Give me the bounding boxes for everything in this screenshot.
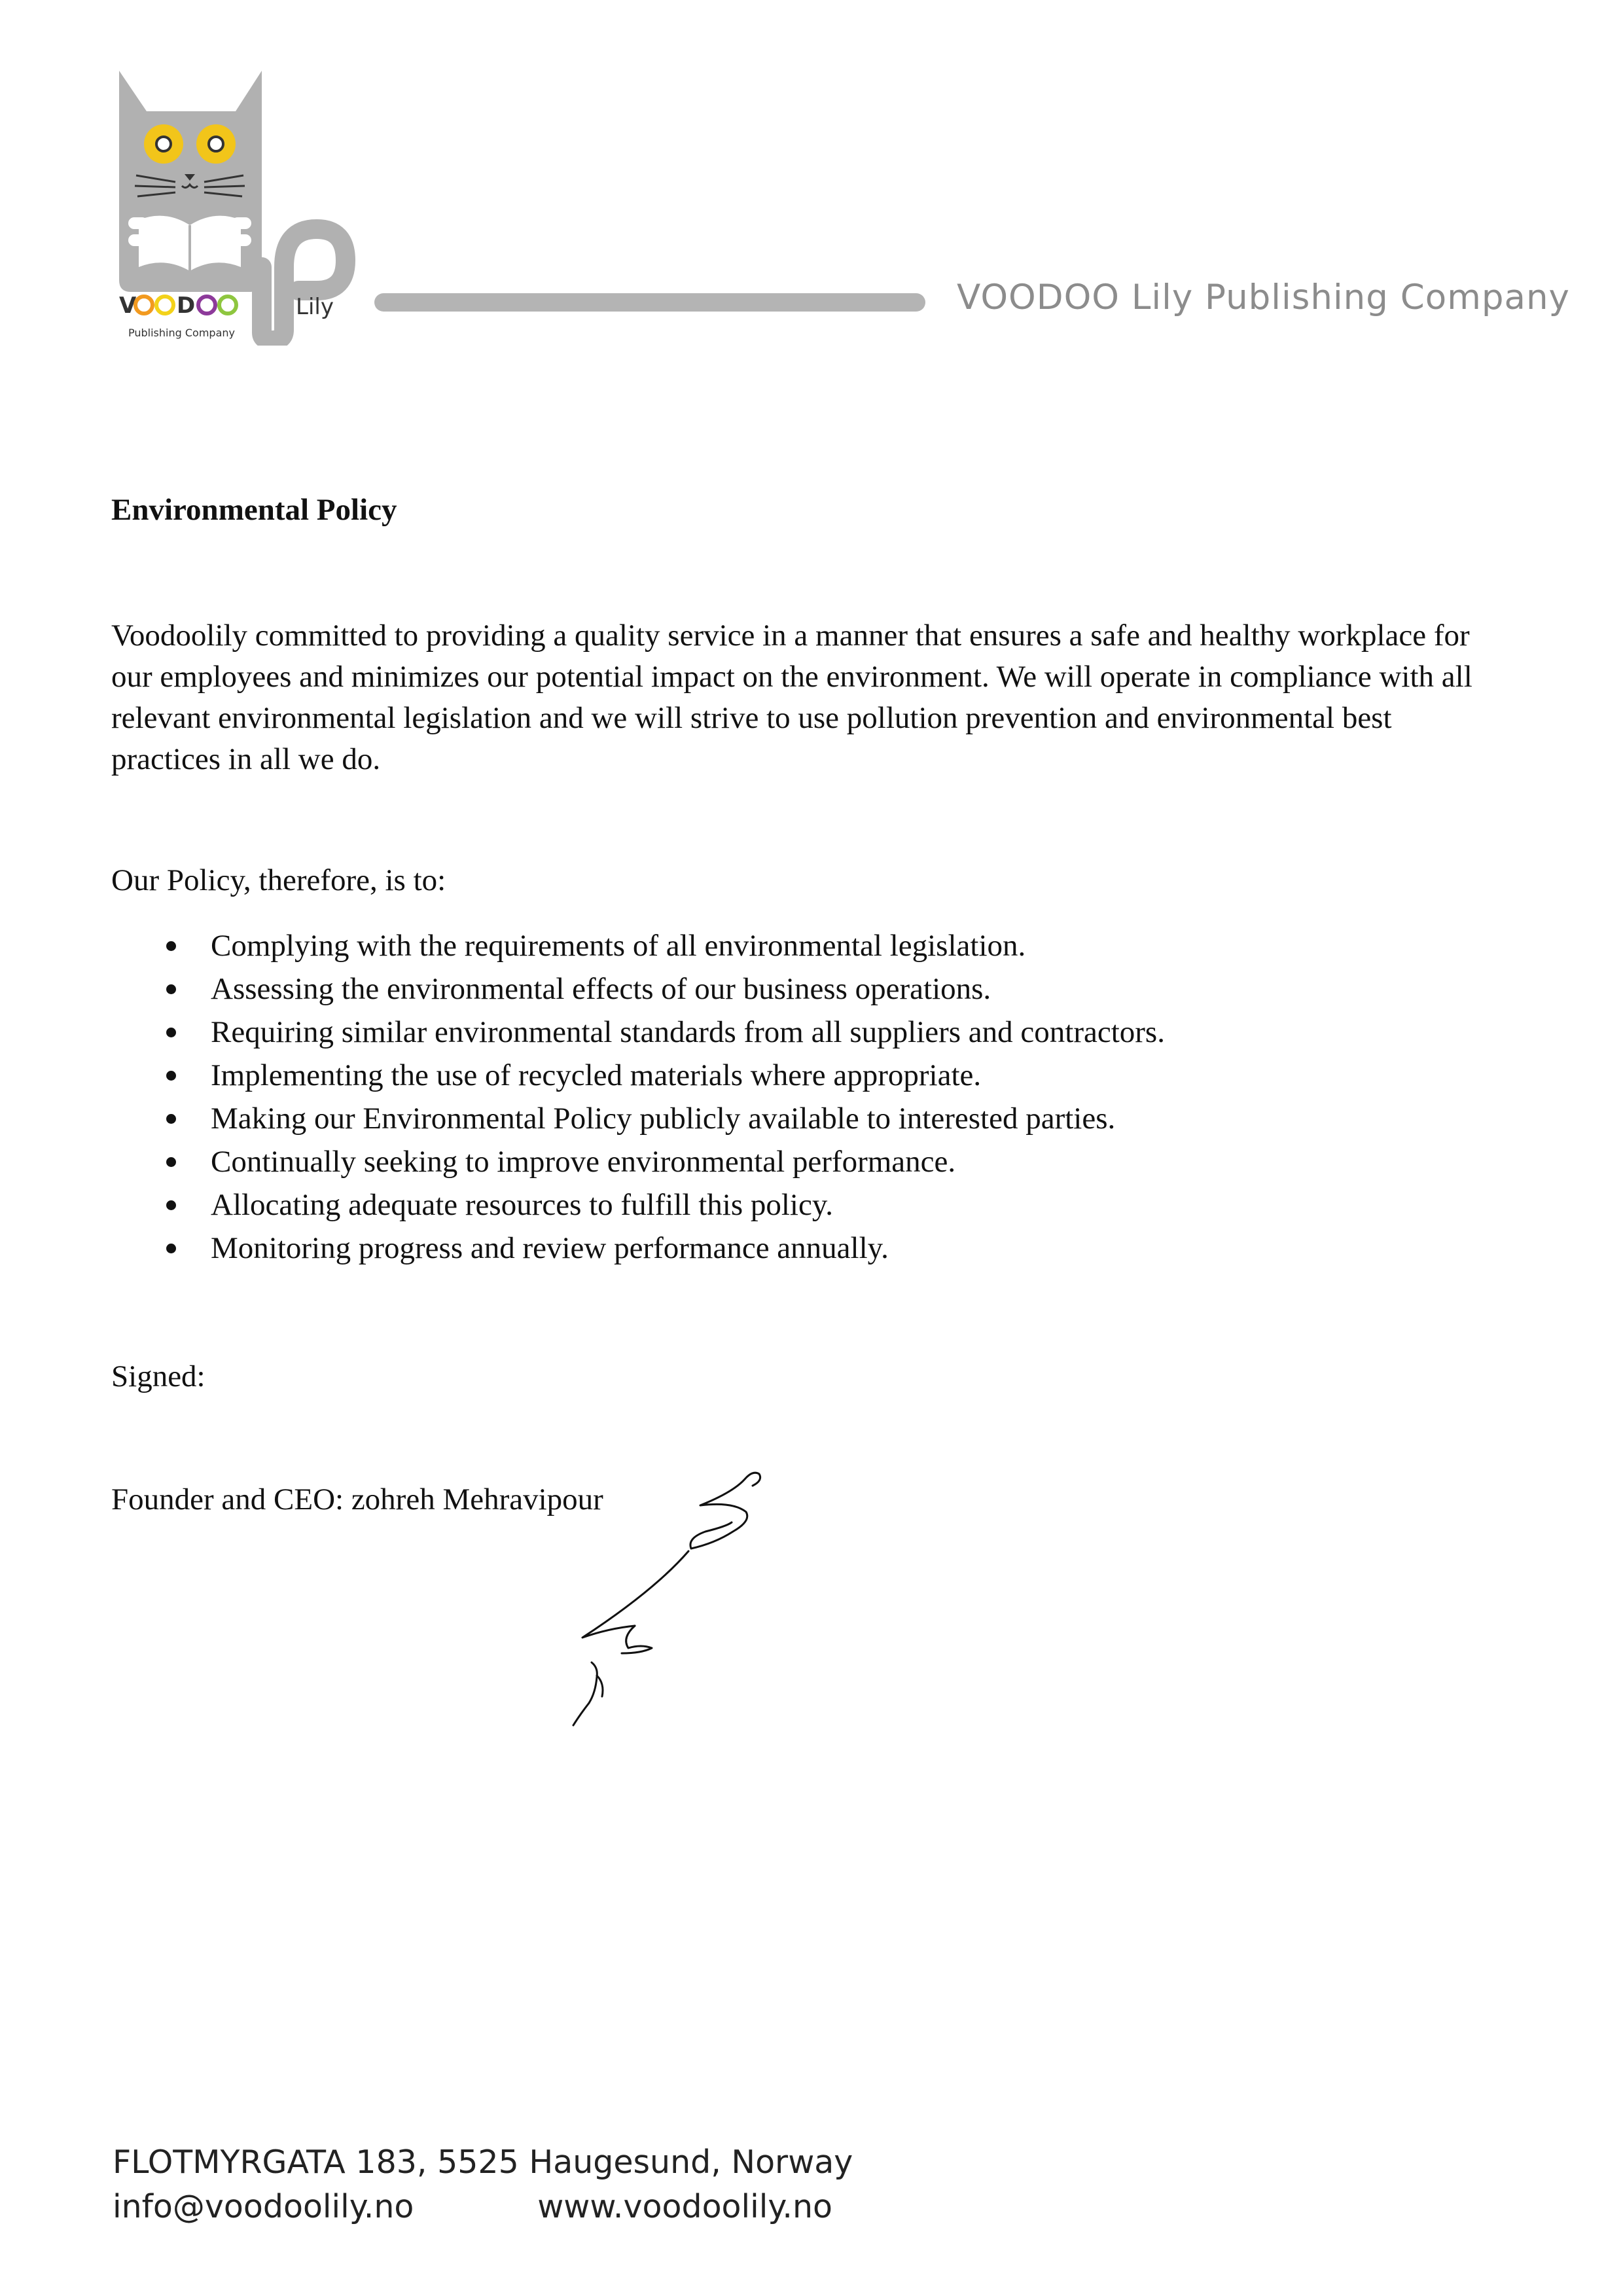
footer-email: info@voodoolily.no xyxy=(113,2188,414,2225)
policy-list xyxy=(111,924,1499,1270)
bullet-icon xyxy=(166,1028,176,1037)
company-name: VOODOO Lily Publishing Company xyxy=(957,278,1570,317)
policy-item-text: Assessing the environmental effects of our business operations. xyxy=(211,972,991,1006)
footer-address: FLOTMYRGATA 183, 5525 Haugesund, Norway xyxy=(113,2144,853,2181)
tail-curl-icon xyxy=(262,229,346,340)
header-divider-bar xyxy=(374,293,925,312)
policy-item-text: Complying with the requirements of all environmental legislation. xyxy=(211,929,1026,963)
policy-item xyxy=(111,967,1499,1011)
policy-item-text: Allocating adequate resources to fulfill this policy. xyxy=(211,1188,834,1222)
bullet-icon xyxy=(166,1200,176,1210)
bullet-icon xyxy=(166,1114,176,1124)
policy-item-text: Implementing the use of recycled materials where appropriate. xyxy=(211,1058,982,1092)
policy-item xyxy=(111,1011,1499,1054)
company-logo xyxy=(113,71,361,346)
policy-item-text: Continually seeking to improve environmental performance. xyxy=(211,1145,956,1179)
footer-website: www.voodoolily.no xyxy=(537,2188,832,2225)
bullet-icon xyxy=(166,1157,176,1167)
footer-contacts xyxy=(113,2185,832,2229)
policy-item xyxy=(111,1097,1499,1140)
policy-item xyxy=(111,1140,1499,1183)
policy-item xyxy=(111,1183,1499,1227)
bullet-icon xyxy=(166,1071,176,1081)
signatory-line: Founder and CEO: zohreh Mehravipour xyxy=(111,1482,603,1516)
bullet-icon xyxy=(166,941,176,951)
signed-label: Signed: xyxy=(111,1359,205,1393)
svg-text:Lily: Lily xyxy=(296,294,334,320)
svg-text:V: V xyxy=(119,293,137,319)
policy-item xyxy=(111,1054,1499,1097)
handwritten-signature xyxy=(537,1466,772,1754)
document-title: Environmental Policy xyxy=(111,493,397,527)
policy-item-text: Requiring similar environmental standards from all suppliers and contractors. xyxy=(211,1015,1165,1049)
policy-item-text: Monitoring progress and review performance annually. xyxy=(211,1231,889,1265)
cat-reading-book-icon xyxy=(119,71,262,292)
intro-paragraph: Voodoolily committed to providing a quality service in a manner that ensures a safe and healthy workplace for our employees and minimizes our potential impact on the environment. We will operate in compliance with all relevant environmental legislation and we will strive to use pollution prevention and environmental best practices in all we do. xyxy=(111,619,1472,776)
policy-item xyxy=(111,924,1499,967)
bullet-icon xyxy=(166,984,176,994)
footer xyxy=(113,2140,853,2229)
policy-item-text: Making our Environmental Policy publicly available to interested parties. xyxy=(211,1102,1116,1136)
svg-text:Publishing Company: Publishing Company xyxy=(128,327,235,339)
policy-item xyxy=(111,1227,1499,1270)
policy-lead: Our Policy, therefore, is to: xyxy=(111,863,446,897)
bullet-icon xyxy=(166,1244,176,1253)
brand-wordmark xyxy=(119,293,334,339)
svg-text:D: D xyxy=(177,293,196,319)
